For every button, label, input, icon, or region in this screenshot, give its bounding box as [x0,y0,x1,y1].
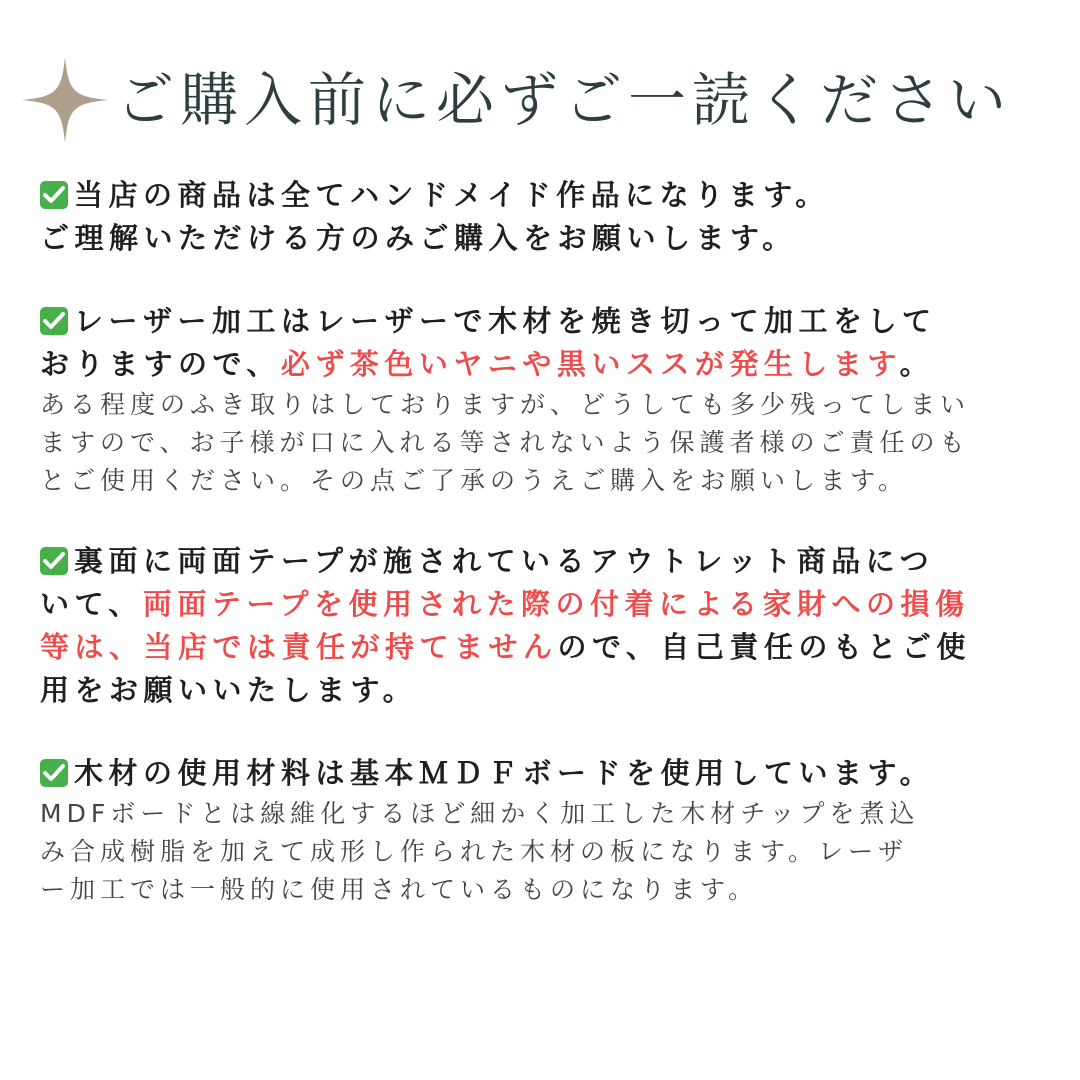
notice-outlet [40,540,1040,712]
notice-line [40,540,1040,583]
check-mark-icon [40,307,68,335]
notice-line [40,343,1040,386]
notice-handmade [40,174,1040,260]
check-mark-icon [40,181,68,209]
note-line: とご使用ください。その点ご了承のうえご購入をお願いします。 [40,466,909,495]
note-line: ー加工では一般的に使用されているものになります。 [40,875,759,904]
notice-laser [40,300,1040,500]
notice-line [40,669,1040,712]
note-line: MDFボードとは線維化するほど細かく加工した木材チップを煮込 [40,799,920,828]
line-text: 木材の使用材料は基本ＭＤＦボードを使用しています。 [74,756,935,790]
warning-text: 必ず茶色いヤニや黒いススが発生します [280,347,900,381]
line-text: 。 [899,347,935,381]
notice-line [40,217,1040,260]
note-line: ますので、お子様が口に入れる等されないよう保護者様のご責任のも [40,428,970,457]
line-text: ご理解いただける方のみご購入をお願いします。 [40,221,797,255]
notice-list [40,174,1040,949]
line-text: ので、自己責任のもとご使 [557,630,971,664]
note-line: ある程度のふき取りはしておりますが、どうしても多少残ってしまい [40,390,971,419]
notice-line [40,752,1040,795]
check-mark-icon [40,547,68,575]
line-text: 裏面に両面テープが施されているアウトレット商品につ [74,544,935,578]
notice-line [40,626,1040,669]
note-line: み合成樹脂を加えて成形し作られた木材の板になります。レーザ [40,837,909,866]
notice-material [40,752,1040,909]
header [22,52,1062,148]
line-text: レーザー加工はレーザーで木材を焼き切って加工をして [74,304,937,338]
warning-text: 両面テープを使用された際の付着による家財への損傷 [142,587,970,621]
notice-line [40,174,1040,217]
line-text: 当店の商品は全てハンドメイド作品になります。 [74,178,830,212]
line-text: おりますので、 [40,347,281,381]
line-text: いて、 [40,587,143,621]
notice-line [40,300,1040,343]
notice-line [40,583,1040,626]
sparkle-star-icon [22,57,108,143]
page-title: ご購入前に必ずご一読ください [116,66,1013,134]
warning-text: 等は、当店では責任が持てません [40,630,558,664]
check-mark-icon [40,759,68,787]
line-text: 用をお願いいたします。 [40,673,418,707]
